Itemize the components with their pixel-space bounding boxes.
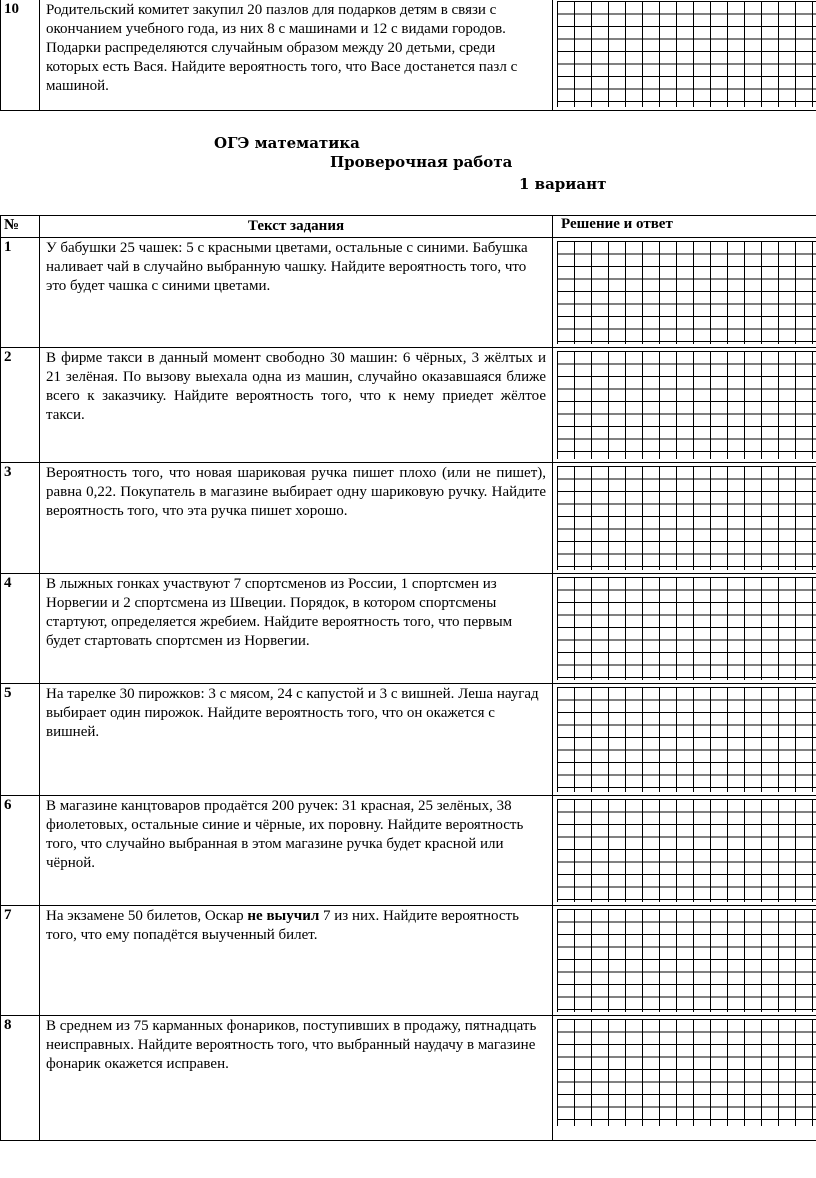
solution-grid [557, 909, 816, 1012]
header-number: № [1, 216, 40, 238]
task-number: 6 [1, 796, 40, 906]
table-row [1, 348, 816, 463]
solution-grid [557, 1, 816, 107]
task-number: 5 [1, 684, 40, 796]
table-row [1, 1016, 816, 1141]
task-number: 4 [1, 574, 40, 684]
solution-cell[interactable] [553, 684, 816, 796]
task-text: На тарелке 30 пирожков: 3 с мясом, 24 с капустой и 3 с вишней. Леша наугад выбирает один пирожок. Найдите вероятность того, что он окажется с вишней. [40, 684, 553, 796]
table-row [1, 463, 816, 574]
header-solution: Решение и ответ [553, 216, 816, 238]
solution-cell[interactable] [553, 796, 816, 906]
task-text: Вероятность того, что новая шариковая ручка пишет плохо (или не пишет), равна 0,22. Покупатель в магазине выбирает одну шариковую ручку. Найдите вероятность того, что эта ручка пишет хорошо. [40, 463, 553, 574]
solution-grid [557, 799, 816, 902]
solution-cell[interactable] [553, 0, 816, 111]
task-text: В лыжных гонках участвуют 7 спортсменов из России, 1 спортсмен из Норвегии и 2 спортсмена из Швеции. Порядок, в котором спортсмены стартуют, определяется жребием. Найдите вероятность того, что первым будет стартовать спортсмен из Норвегии. [40, 574, 553, 684]
task-number: 3 [1, 463, 40, 574]
solution-grid [557, 577, 816, 680]
variant-title: 1 вариант [519, 175, 607, 193]
table-row [1, 574, 816, 684]
task-number: 10 [1, 0, 40, 111]
solution-cell[interactable] [553, 238, 816, 348]
tasks-table [0, 215, 816, 1141]
task-number: 8 [1, 1016, 40, 1141]
solution-grid [557, 351, 816, 459]
task-text: В фирме такси в данный момент свободно 30 машин: 6 чёрных, 3 жёлтых и 21 зелёная. По вызову выехала одна из машин, случайно оказавшаяся ближе всего к заказчику. Найдите вероятность того, что к нему приедет жёлтое такси. [40, 348, 553, 463]
task-text: У бабушки 25 чашек: 5 с красными цветами, остальные с синими. Бабушка наливает чай в случайно выбранную чашку. Найдите вероятность того, что это будет чашка с синими цветами. [40, 238, 553, 348]
table-row [1, 238, 816, 348]
solution-grid [557, 687, 816, 792]
solution-cell[interactable] [553, 574, 816, 684]
solution-grid [557, 241, 816, 344]
task-number: 1 [1, 238, 40, 348]
task-text-part: На экзамене 50 билетов, Оскар [46, 908, 248, 924]
task-text-emphasis: не выучил [247, 908, 320, 924]
table-row [1, 0, 816, 111]
header-task-text: Текст задания [40, 216, 553, 238]
task-text: Родительский комитет закупил 20 пазлов для подарков детям в связи с окончанием учебного года, из них 8 с машинами и 12 с видами городов. Подарки распределяются случайным образом между 20 детьми, среди которых есть Вася. Найдите вероятность того, что Васе достанется пазл с машиной. [40, 0, 553, 111]
table-row [1, 906, 816, 1016]
top-task-table [0, 0, 816, 111]
subject-title: ОГЭ математика [214, 134, 360, 152]
solution-grid [557, 1019, 816, 1126]
task-text: В среднем из 75 карманных фонариков, поступивших в продажу, пятнадцать неисправных. Найдите вероятность того, что выбранный наудачу в магазине фонарик окажется исправен. [40, 1016, 553, 1141]
table-row [1, 796, 816, 906]
solution-grid [557, 466, 816, 570]
solution-cell[interactable] [553, 906, 816, 1016]
solution-cell[interactable] [553, 463, 816, 574]
task-number: 2 [1, 348, 40, 463]
table-header-row [1, 216, 816, 238]
task-number: 7 [1, 906, 40, 1016]
solution-cell[interactable] [553, 348, 816, 463]
task-text: В магазине канцтоваров продаётся 200 ручек: 31 красная, 25 зелёных, 38 фиолетовых, остальные синие и чёрные, их поровну. Найдите вероятность того, что случайно выбранная в этом магазине ручка будет красной или чёрной. [40, 796, 553, 906]
solution-cell[interactable] [553, 1016, 816, 1141]
table-row [1, 684, 816, 796]
work-title: Проверочная работа [330, 153, 513, 171]
task-text [40, 906, 553, 1016]
task-text-part: 7 из них. Найдите вероятность того, что ему попадётся выученный билет. [46, 908, 519, 943]
